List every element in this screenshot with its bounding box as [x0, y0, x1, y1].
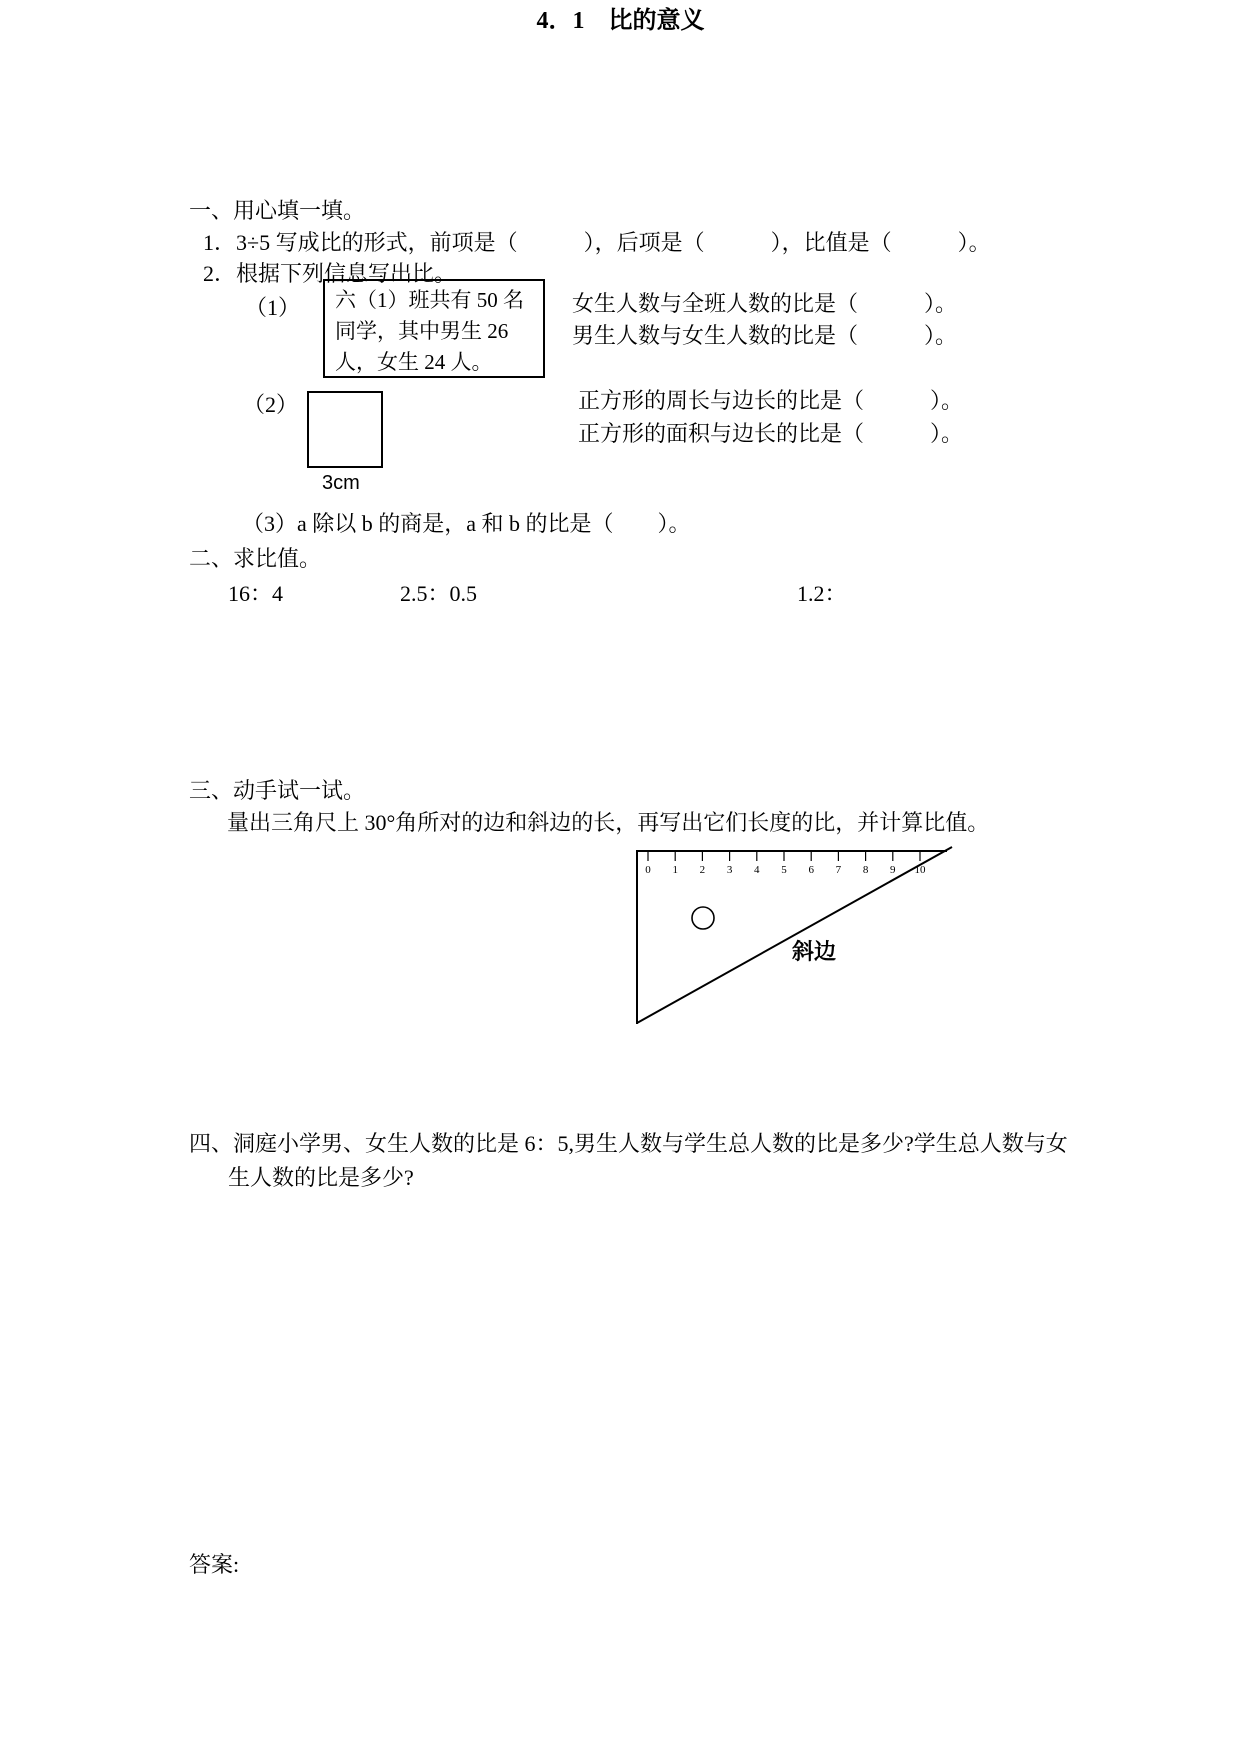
ruler-number: 10	[914, 864, 926, 876]
sub1-question1: 女生人数与全班人数的比是（ ）。	[572, 291, 958, 316]
ruler-number: 6	[808, 864, 814, 876]
triangle-ruler-figure	[620, 835, 965, 1035]
square-figure	[307, 391, 383, 468]
section1-heading: 一、用心填一填。	[189, 198, 366, 223]
ruler-hole-circle	[692, 907, 714, 929]
sub2-question1: 正方形的周长与边长的比是（ ）。	[578, 388, 964, 413]
ruler-numbers	[645, 864, 926, 876]
info-box-line: 同学，其中男生 26	[335, 319, 509, 343]
ruler-ticks	[648, 852, 920, 861]
ruler-number: 0	[645, 864, 651, 876]
ruler-number: 5	[781, 864, 787, 876]
section4-line2: 生人数的比是多少?	[228, 1165, 414, 1190]
section4-line1: 四、洞庭小学男、女生人数的比是 6：5,男生人数与学生总人数的比是多少?学生总人数与女	[189, 1131, 1068, 1156]
sub2-question2: 正方形的面积与边长的比是（ ）。	[578, 421, 964, 446]
section1-item2: 2．根据下列信息写出比。	[203, 261, 457, 286]
square-side-length: 3cm	[322, 472, 360, 494]
triangle-hypotenuse-edge	[637, 847, 952, 1023]
ruler-number: 1	[672, 864, 678, 876]
info-box-line: 六（1）班共有 50 名	[335, 288, 524, 312]
hypotenuse-label: 斜边	[792, 939, 837, 964]
ratio-item-2: 2.5：0.5	[400, 581, 478, 606]
sub1-label: （1）	[245, 295, 301, 320]
ruler-number: 7	[835, 864, 842, 876]
class-info-box	[323, 279, 545, 378]
sub2-label: （2）	[243, 392, 299, 417]
page-title: 4．1 比的意义	[536, 8, 705, 34]
sub1-question2: 男生人数与女生人数的比是（ ）。	[572, 323, 958, 348]
sub3-text: （3）a 除以 b 的商是，a 和 b 的比是（ ）。	[242, 511, 691, 536]
ratio-item-1: 16：4	[228, 581, 284, 606]
section3-heading: 三、动手试一试。	[189, 778, 366, 803]
answer-label: 答案:	[189, 1552, 240, 1577]
ruler-number: 9	[890, 864, 896, 876]
section3-instruction: 量出三角尺上 30°角所对的边和斜边的长，再写出它们长度的比，并计算比值。	[227, 810, 990, 835]
ratio-item-3: 1.2：	[797, 581, 847, 606]
ruler-number: 4	[754, 864, 760, 876]
info-box-line: 人，女生 24 人。	[335, 350, 493, 374]
section1-item1: 1．3÷5 写成比的形式，前项是（ ），后项是（ ），比值是（ ）。	[203, 230, 991, 255]
ruler-number: 8	[862, 864, 869, 876]
ruler-number: 3	[726, 864, 733, 876]
ruler-number: 2	[699, 864, 706, 876]
section2-heading: 二、求比值。	[189, 546, 322, 571]
